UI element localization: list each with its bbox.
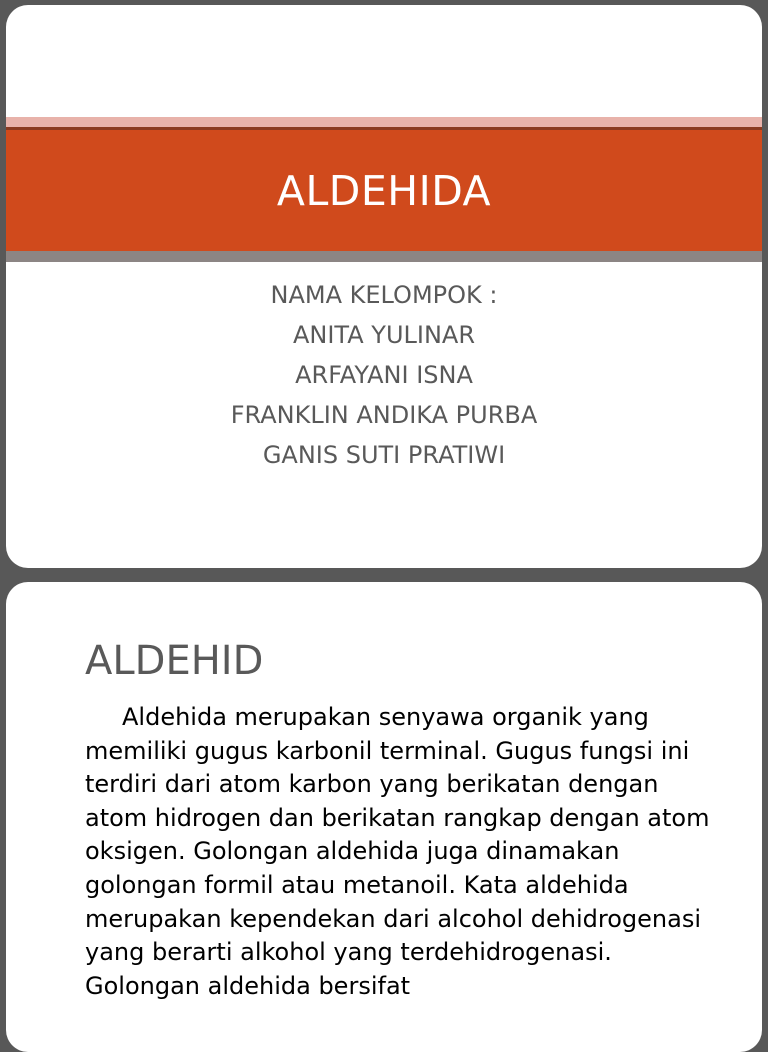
subtitle-line: GANIS SUTI PRATIWI bbox=[262, 441, 506, 469]
subtitle-block bbox=[6, 275, 762, 475]
gray-band bbox=[6, 251, 762, 262]
subtitle-line: FRANKLIN ANDIKA PURBA bbox=[230, 401, 538, 429]
slide-body-text: Aldehida merupakan senyawa organik yang memiliki gugus karbonil terminal. Gugus fungsi ini terdiri dari atom karbon yang berikatan dengan atom hidrogen dan berikatan rangkap dengan atom oksigen. Golongan aldehida juga dinamakan golongan formil atau metanoil. Kata aldehida merupakan kependekan dari alcohol dehidrogenasi yang berarti alkohol yang terdehidrogenasi. Golongan aldehida bersifat bbox=[85, 703, 710, 1000]
slide-title: ALDEHIDA bbox=[276, 166, 492, 215]
slide-2[interactable] bbox=[6, 582, 762, 1052]
subtitle-line: NAMA KELOMPOK : bbox=[270, 281, 498, 309]
subtitle-line: ANITA YULINAR bbox=[292, 321, 475, 349]
slide-1[interactable] bbox=[6, 5, 762, 568]
subtitle-line: ARFAYANI ISNA bbox=[295, 361, 473, 389]
title-bar bbox=[6, 130, 762, 251]
slide-heading: ALDEHID bbox=[85, 638, 264, 684]
